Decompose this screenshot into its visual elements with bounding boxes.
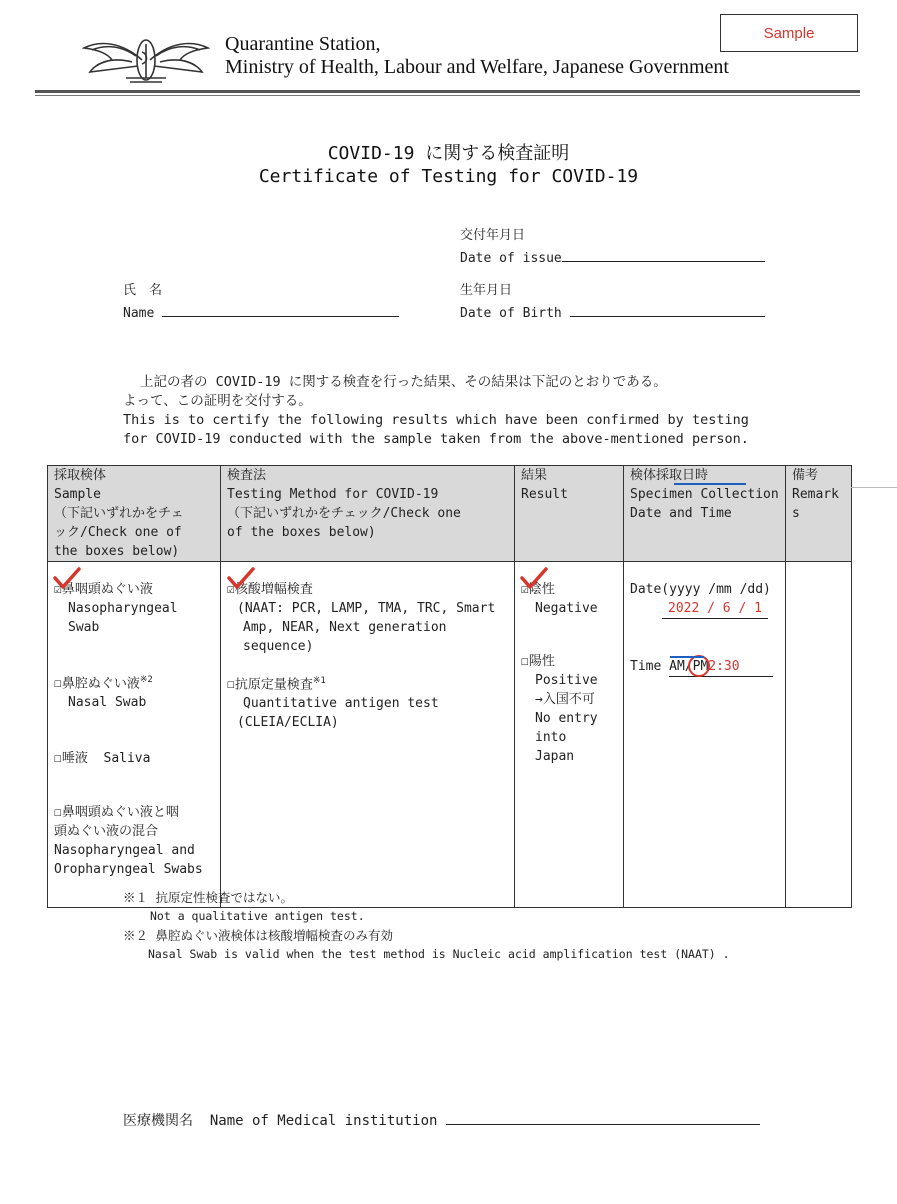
sample-option-saliva[interactable] xyxy=(54,749,214,768)
institution-label-jp: 医療機関名 xyxy=(123,1113,193,1129)
time-label: Time xyxy=(630,659,662,674)
method2-jp: 抗原定量検査 xyxy=(234,677,313,693)
time-line xyxy=(669,657,773,677)
note1-en: Not a qualitative antigen test. xyxy=(150,909,365,923)
header-method xyxy=(221,466,515,562)
method1-en1: (NAAT: PCR, LAMP, TMA, TRC, Smart xyxy=(237,601,496,616)
result-positive-en3: No entry xyxy=(535,711,598,726)
sample4-en2: Oropharyngeal Swabs xyxy=(54,862,203,878)
checkbox-empty[interactable]: ☐ xyxy=(54,751,62,767)
header-sample-note3: the boxes below) xyxy=(54,544,180,559)
result-negative-en: Negative xyxy=(535,601,598,616)
sample1-jp: 鼻咽頭ぬぐい液 xyxy=(61,582,153,597)
statement-jp2: よって、この証明を交付する。 xyxy=(123,393,312,409)
header-sample-en: Sample xyxy=(54,487,101,502)
date-format-label: Date(yyyy /mm /dd) xyxy=(630,582,771,597)
header-remarks-jp: 備考 xyxy=(792,468,819,483)
header-sample-note2: ック/Check one of xyxy=(54,525,182,540)
header-result-en: Result xyxy=(521,487,568,502)
checkbox-checked[interactable]: ☑ xyxy=(54,582,62,597)
dob-field[interactable] xyxy=(460,300,765,323)
table-body-row xyxy=(48,562,852,908)
name-label: Name xyxy=(123,306,155,321)
header-remarks xyxy=(786,466,852,562)
footnotes xyxy=(123,888,730,964)
blue-underline-mark xyxy=(674,483,746,485)
method2-footnote-ref: ※1 xyxy=(312,676,326,686)
ampm-label: AM/PM xyxy=(669,659,709,674)
header-result-jp: 結果 xyxy=(521,468,548,483)
organization-line2: Ministry of Health, Labour and Welfare, Japanese Government xyxy=(225,56,729,78)
method1-en2: Amp, NEAR, Next generation xyxy=(243,620,447,635)
collection-date-value: 2022 / 6 / 1 xyxy=(662,599,768,619)
sample2-jp: 鼻腔ぬぐい液 xyxy=(61,676,140,692)
header-collection-en1: Specimen Collection xyxy=(630,487,779,502)
result-option-positive[interactable] xyxy=(521,652,617,766)
sample4-jp2: 頭ぬぐい液の混合 xyxy=(54,824,159,840)
results-table xyxy=(47,465,852,908)
header-collection-en2: Date and Time xyxy=(630,506,732,521)
red-checkmark-icon xyxy=(52,566,82,590)
stray-line xyxy=(851,487,897,488)
method2-en1: Quantitative antigen test xyxy=(243,696,439,712)
collection-date-field[interactable] xyxy=(630,599,779,619)
method-option-antigen[interactable] xyxy=(227,672,508,732)
checkbox-empty[interactable]: ☐ xyxy=(54,805,62,821)
name-field[interactable] xyxy=(123,300,399,323)
dob-label-jp: 生年月日 xyxy=(460,283,513,298)
sample1-en1: Nasopharyngeal xyxy=(68,601,178,616)
result-negative-jp: 陰性 xyxy=(528,582,555,597)
pm-circle-mark xyxy=(688,655,710,677)
result-options xyxy=(515,562,624,908)
blue-pen-mark xyxy=(670,656,704,658)
organization-name xyxy=(225,33,729,79)
statement-jp1: 上記の者の COVID-19 に関する検査を行った結果、その結果は下記のとおりである。 xyxy=(140,374,667,390)
issue-date-label: Date of issue xyxy=(460,251,562,266)
sample-stamp: Sample xyxy=(720,14,858,52)
medical-institution-field[interactable] xyxy=(123,1108,760,1131)
result-positive-en4: into xyxy=(535,730,567,745)
sample-option-nasal[interactable] xyxy=(54,671,214,712)
header-rule-thin xyxy=(35,95,860,96)
result-positive-en2: →入国不可 xyxy=(535,692,595,707)
collection-time-value: 2:30 xyxy=(708,659,740,674)
header-method-jp: 検査法 xyxy=(227,468,267,483)
table-header-row xyxy=(48,466,852,562)
header-sample-jp: 採取検体 xyxy=(54,468,107,483)
header-method-en: Testing Method for COVID-19 xyxy=(227,487,439,502)
note2-jp: ※２ 鼻腔ぬぐい液検体は核酸増幅検査のみ有効 xyxy=(123,928,394,943)
checkbox-checked[interactable]: ☑ xyxy=(227,582,235,597)
statement-en2: for COVID-19 conducted with the sample taken from the above-mentioned person. xyxy=(123,431,749,447)
checkbox-empty[interactable]: ☐ xyxy=(227,677,235,693)
sample2-en: Nasal Swab xyxy=(68,695,147,711)
header-method-note1: （下記いずれかをチェック/Check one xyxy=(227,506,461,521)
collection-datetime xyxy=(624,562,786,908)
header-collection xyxy=(624,466,786,562)
result-positive-en1: Positive xyxy=(535,673,598,688)
header-rule xyxy=(35,90,860,93)
collection-time-field[interactable] xyxy=(630,657,779,677)
statement xyxy=(123,373,749,449)
note2-en: Nasal Swab is valid when the test method is Nucleic acid amplification test (NAAT) . xyxy=(148,947,730,961)
sample3-jp: 唾液 xyxy=(61,751,88,767)
sample4-jp1: 鼻咽頭ぬぐい液と咽 xyxy=(61,805,179,821)
sample4-en1: Nasopharyngeal and xyxy=(54,843,195,859)
header-collection-jp-wrap xyxy=(630,466,779,485)
checkbox-empty[interactable]: ☐ xyxy=(54,676,62,692)
institution-label-en: Name of Medical institution xyxy=(209,1113,438,1129)
name-label-jp: 氏 名 xyxy=(123,283,163,298)
sample-options xyxy=(48,562,221,908)
header-collection-jp: 検体採取日時 xyxy=(630,468,709,483)
note1-jp: ※１ 抗原定性検査ではない。 xyxy=(123,890,294,905)
quarantine-logo xyxy=(82,32,210,92)
red-checkmark-icon xyxy=(226,566,256,590)
remarks-cell xyxy=(786,562,852,908)
sample2-footnote-ref: ※2 xyxy=(139,675,153,685)
sample3-en: Saliva xyxy=(103,751,151,767)
issue-date-field[interactable] xyxy=(460,245,765,268)
title-jp: COVID-19 に関する検査証明 xyxy=(327,143,570,164)
header-remarks-en1: Remark xyxy=(792,487,839,502)
header-result xyxy=(515,466,624,562)
sample-option-mixed[interactable] xyxy=(54,803,214,879)
dob-label: Date of Birth xyxy=(460,306,562,321)
red-checkmark-icon xyxy=(519,566,549,590)
issue-date-label-jp: 交付年月日 xyxy=(460,228,526,243)
method2-en2: (CLEIA/ECLIA) xyxy=(237,715,339,731)
header-method-note2: of the boxes below) xyxy=(227,525,376,540)
header-sample xyxy=(48,466,221,562)
header-remarks-en2: s xyxy=(792,506,800,521)
statement-en1: This is to certify the following results which have been confirmed by testing xyxy=(123,412,749,428)
title-en: Certificate of Testing for COVID-19 xyxy=(258,166,639,187)
method1-jp: 核酸増幅検査 xyxy=(234,582,313,597)
method-option-naat[interactable] xyxy=(227,580,508,656)
method-options xyxy=(221,562,515,908)
method1-en3: sequence) xyxy=(243,639,314,654)
organization-line1: Quarantine Station, xyxy=(225,33,381,55)
checkbox-checked[interactable]: ☑ xyxy=(521,582,529,597)
result-positive-en5: Japan xyxy=(535,749,575,764)
sample1-en2: Swab xyxy=(68,620,100,635)
checkbox-empty[interactable]: ☐ xyxy=(521,654,529,669)
header-sample-note1: （下記いずれかをチェ xyxy=(54,506,184,521)
result-positive-jp: 陽性 xyxy=(528,654,555,669)
